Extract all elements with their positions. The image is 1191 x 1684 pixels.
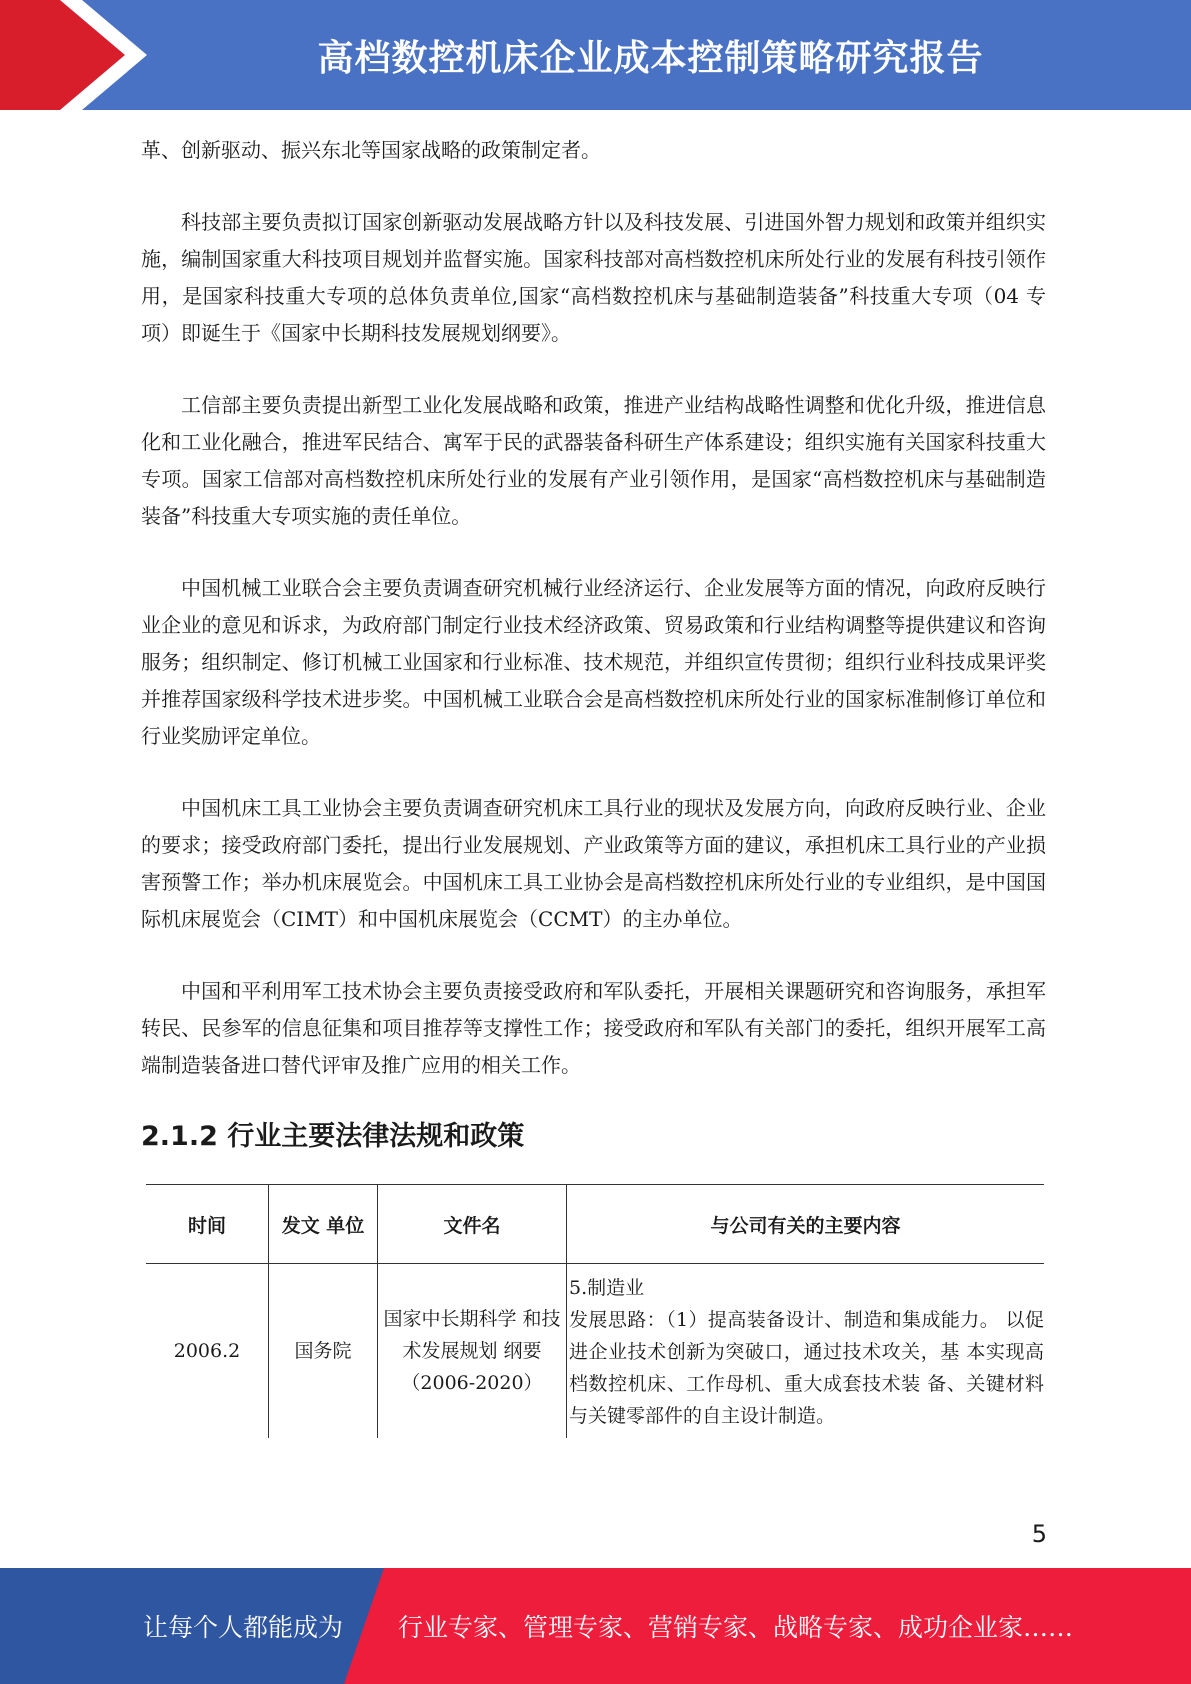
paragraph: 工信部主要负责提出新型工业化发展战略和政策，推进产业结构战略性调整和优化升级，推进信息化和工业化融合，推进军民结合、寓军于民的武器装备科研生产体系建设；组织实施有关国家科技重大专项。国家工信部对高档数控机床所处行业的发展有产业引领作用，是国家“高档数控机床与基础制造装备”科技重大专项实施的责任单位。 bbox=[141, 393, 1046, 528]
paragraph: 中国机床工具工业协会主要负责调查研究机床工具行业的现状及发展方向，向政府反映行业、企业的要求；接受政府部门委托，提出行业发展规划、产业政策等方面的建议，承担机床工具行业的产业损害预警工作；举办机床展览会。中国机床工具工业协会是高档数控机床所处行业的专业组织，是中国国际机床展览会（CIMT）和中国机床展览会（CCMT）的主办单位。 bbox=[141, 796, 1046, 931]
column-header-document: 文件名 bbox=[378, 1185, 567, 1264]
header-chevron-icon bbox=[0, 0, 160, 110]
cell-document: 国家中长期科学 和技术发展规划 纲要（2006-2020） bbox=[378, 1264, 567, 1439]
column-header-date: 时间 bbox=[146, 1185, 269, 1264]
cell-content bbox=[567, 1264, 1045, 1439]
column-header-content: 与公司有关的主要内容 bbox=[567, 1185, 1045, 1264]
policy-table bbox=[146, 1184, 1044, 1438]
cell-date: 2006.2 bbox=[173, 1340, 241, 1362]
paragraph: 中国和平利用军工技术协会主要负责接受政府和军队委托，开展相关课题研究和咨询服务，承担军转民、民参军的信息征集和项目推荐等支撑性工作；接受政府和军队有关部门的委托，组织开展军工高端制造装备进口替代评审及推广应用的相关工作。 bbox=[141, 979, 1046, 1077]
paragraph: 中国机械工业联合会主要负责调查研究机械行业经济运行、企业发展等方面的情况，向政府反映行业企业的意见和诉求，为政府部门制定行业技术经济政策、贸易政策和行业结构调整等提供建议和咨询服务；组织制定、修订机械工业国家和行业标准、技术规范，并组织宣传贯彻；组织行业科技成果评奖并推荐国家级科学技术进步奖。中国机械工业联合会是高档数控机床所处行业的国家标准制修订单位和行业奖励评定单位。 bbox=[141, 576, 1046, 748]
footer-slogan-left: 让每个人都能成为 bbox=[143, 1613, 344, 1642]
body-text bbox=[141, 132, 1046, 1119]
cell-unit: 国务院 bbox=[269, 1264, 378, 1439]
page-number: 5 bbox=[1031, 1520, 1047, 1548]
column-header-unit: 发文 单位 bbox=[269, 1185, 378, 1264]
page-header bbox=[0, 0, 1191, 110]
report-title: 高档数控机床企业成本控制策略研究报告 bbox=[317, 37, 984, 79]
content-body: 发展思路：（1）提高装备设计、制造和集成能力。 以促进企业技术创新为突破口，通过技术攻关，基 本实现高档数控机床、工作母机、重大成套技术装 备、关键材料与关键零部件的自主设计制造。 bbox=[569, 1309, 1044, 1427]
paragraph: 革、创新驱动、振兴东北等国家战略的政策制定者。 bbox=[141, 138, 601, 162]
footer-slogan-right: 行业专家、管理专家、营销专家、战略专家、成功企业家…… bbox=[398, 1613, 1074, 1642]
content-title: 5.制造业 bbox=[569, 1277, 645, 1299]
table-row bbox=[146, 1264, 1044, 1439]
section-heading: 2.1.2 行业主要法律法规和政策 bbox=[141, 1121, 525, 1152]
paragraph: 科技部主要负责拟订国家创新驱动发展战略方针以及科技发展、引进国外智力规划和政策并组织实施，编制国家重大科技项目规划并监督实施。国家科技部对高档数控机床所处行业的发展有科技引领作用，是国家科技重大专项的总体负责单位,国家“高档数控机床与基础制造装备”科技重大专项（04 专项）即诞生于《国家中长期科技发展规划纲要》。 bbox=[141, 210, 1046, 345]
page-footer bbox=[0, 1568, 1191, 1684]
table-header-row bbox=[146, 1185, 1044, 1264]
